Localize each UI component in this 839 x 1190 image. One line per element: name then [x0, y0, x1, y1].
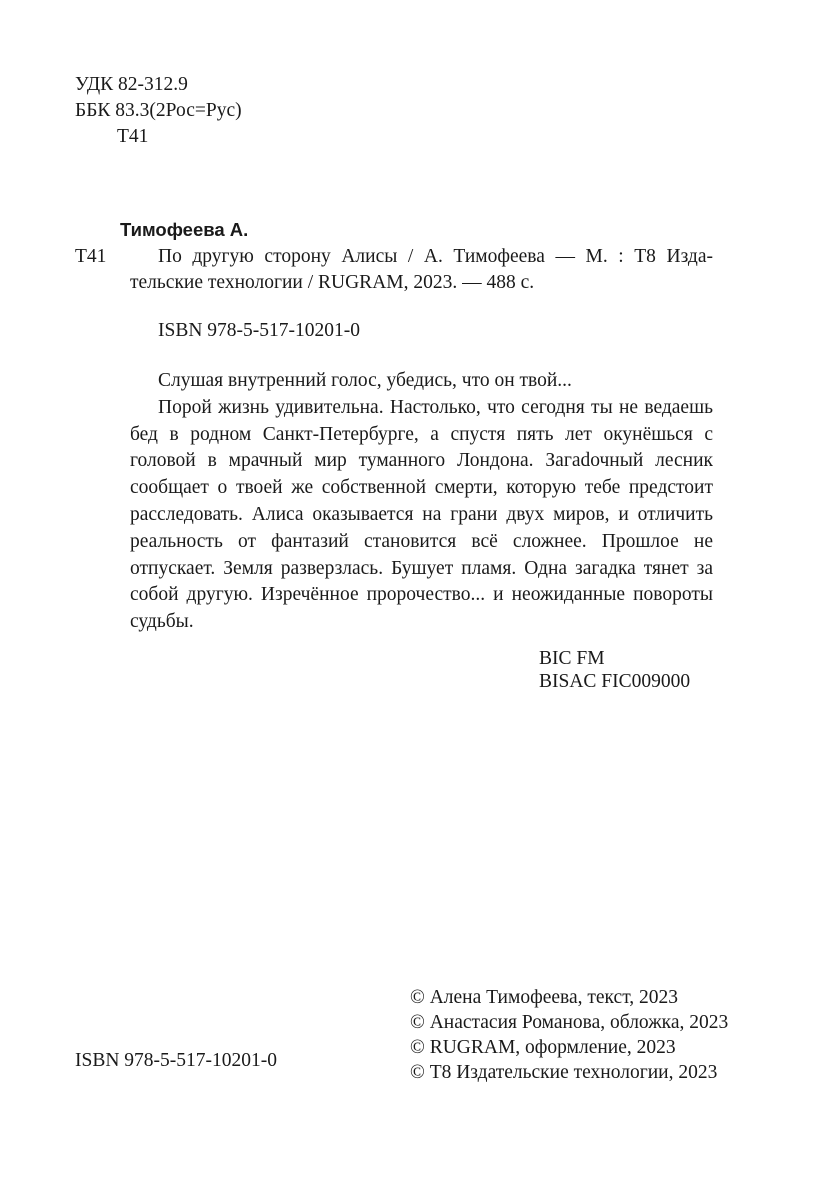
annotation — [130, 368, 713, 636]
copyright-line: © Алена Тимофеева, текст, 2023 — [410, 987, 679, 1008]
bbk-code: ББК 83.3(2Рос=Рус) — [75, 100, 242, 121]
isbn-record: ISBN 978-5-517-10201-0 — [158, 320, 361, 341]
udk-code: УДК 82-312.9 — [75, 74, 188, 95]
bisac-code: BISAC FIC009000 — [539, 671, 691, 692]
copyright-block — [410, 985, 728, 1085]
copyright-line: © RUGRAM, оформление, 2023 — [410, 1037, 676, 1058]
annotation-paragraph-1: Слушая внутренний голос, убедись, что он твой... — [158, 370, 572, 391]
title-line-1: По другую сторону Алисы / А. Тимофеева — М. : Т8 Изда- — [158, 246, 713, 267]
annotation-paragraph-2: Порой жизнь удивительна. Настолько, что сегодня ты не ведаешь бед в родном Санкт-Петербурге, а спустя пять лет окунёшься с головой в мрачный мир туманного Лондона. Загаdочный лесник сообщает о твоей же собственной смерти, которую тебе предстоит расследовать. Алиса оказывается на грани двух миров, и отличить реальность от фантазий становится всё сложнее. Прошлое не отпускает. Земля разверзлась. Бушует пламя. Одна загадка тянет за собой другую. Изречённое пророчество... и неожиданные повороты судьбы. — [130, 396, 713, 633]
copyright-line: © Т8 Издательские технологии, 2023 — [410, 1062, 718, 1083]
author-heading: Тимофеева А. — [120, 219, 249, 240]
author-mark-top: Т41 — [117, 126, 149, 147]
author-mark-record: Т41 — [75, 246, 107, 267]
isbn-footer: ISBN 978-5-517-10201-0 — [75, 1050, 278, 1071]
title-line-2: тельские технологии / RUGRAM, 2023. — 488 с. — [130, 272, 535, 293]
copyright-line: © Анастасия Романова, обложка, 2023 — [410, 1012, 729, 1033]
bic-code: BIC FM — [539, 648, 605, 669]
